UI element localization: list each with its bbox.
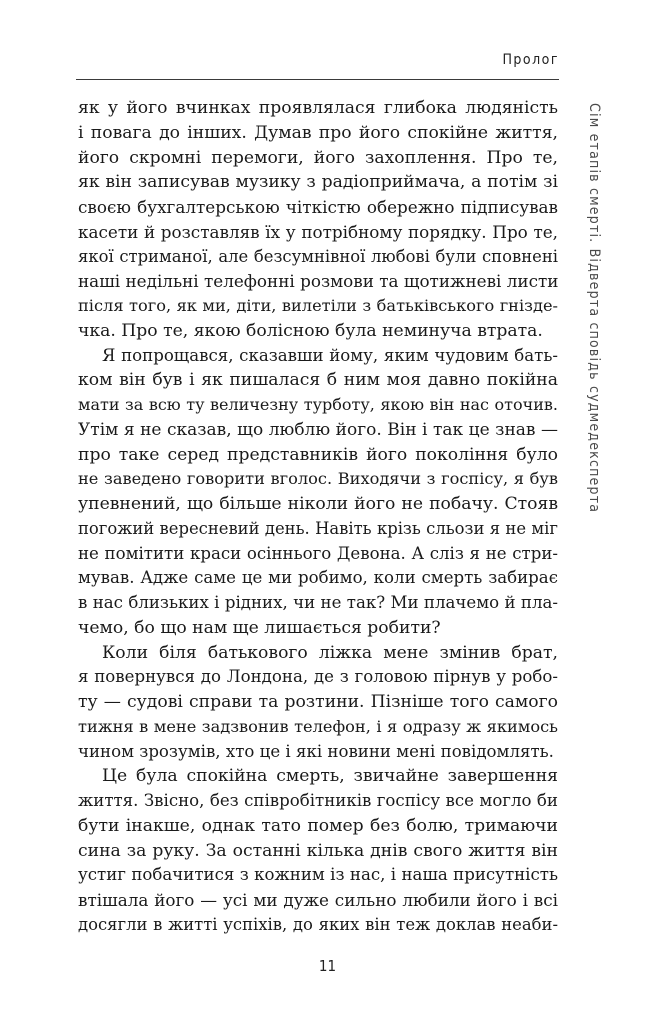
- text-line: як він записував музику з радіоприймача, а потім зі: [78, 172, 558, 193]
- text-line: як у його вчинках проявлялася глибока людяність: [78, 98, 558, 118]
- text-line: Коли біля батькового ліжка мене змінив брат,: [102, 642, 558, 663]
- text-line: мував. Адже саме це ми робимо, коли смерть забирає: [78, 568, 558, 588]
- text-line: бути інакше, однак тато помер без болю, тримаючи: [78, 815, 558, 836]
- header-rule: [76, 79, 559, 80]
- text-line: і повага до інших. Думав про його спокійне життя,: [78, 122, 558, 143]
- text-line: не заведено говорити вголос. Виходячи з госпісу, я був: [78, 469, 558, 489]
- text-line: я повернувся до Лондона, де з головою пірнув у робо-: [78, 667, 558, 687]
- body-text: [78, 96, 558, 938]
- text-line: втішала його — усі ми дуже сильно любили його і всі: [78, 890, 558, 910]
- text-line: Утім я не сказав, що люблю його. Він і так це знав —: [78, 419, 558, 440]
- text-line: про таке серед представників його покоління було: [78, 444, 558, 465]
- text-line: його скромні перемоги, його захоплення. Про те,: [78, 147, 558, 168]
- text-line: в нас близьких і рідних, чи не так? Ми плачемо й пла-: [78, 593, 558, 612]
- text-line: після того, як ми, діти, вилетіли з батьківського гніздe-: [78, 296, 558, 315]
- text-line: мати за всю ту величезну турботу, якою він нас оточив.: [78, 395, 558, 414]
- text-line: чка. Про те, якою болісною була неминуча втрата.: [78, 320, 543, 341]
- text-line: чином зрозумів, хто це і які новини мені повідомлять.: [78, 741, 554, 761]
- text-line: погожий вересневий день. Навіть крізь сльози я не міг: [78, 518, 558, 538]
- text-line: тижня в мене задзвонив телефон, і я одразу ж якимось: [78, 716, 558, 736]
- text-line: сина за руку. За останні кілька днів свого життя він: [78, 840, 558, 861]
- text-line: касети й розставляв їх у потрібному порядку. Про те,: [78, 221, 558, 242]
- page-number: 11: [318, 957, 337, 975]
- text-line: Це була спокійна смерть, звичайне завершення: [102, 766, 558, 787]
- text-line: якої стриманої, але безсумнівної любові були сповнені: [78, 246, 558, 266]
- text-line: Я попрощався, сказавши йому, яким чудовим бать-: [102, 345, 558, 365]
- text-line: упевнений, що більше ніколи його не побачу. Стояв: [78, 494, 558, 514]
- text-line: ту — судові справи та розтини. Пізніше того самого: [78, 692, 558, 712]
- text-line: досягли в житті успіхів, до яких він теж доклав неаби-: [78, 914, 558, 934]
- text-line: не помітити краси осіннього Девона. А сліз я не стри-: [78, 543, 558, 563]
- text-line: наші недільні телефонні розмови та щотижневі листи: [78, 271, 558, 292]
- text-line: життя. Звісно, без співробітників госпісу все могло би: [78, 791, 558, 810]
- text-line: своєю бухгалтерською чіткістю обережно підписував: [78, 197, 558, 217]
- running-head: Пролог: [502, 52, 559, 68]
- text-line: чемо, бо що нам ще лишається робити?: [78, 617, 441, 638]
- book-title-vertical: Сім етапів смерті. Відверта сповідь судмедексперта: [586, 103, 602, 514]
- text-line: устиг побачитися з кожним із нас, і наша присутність: [78, 865, 558, 885]
- text-line: ком він був і як пишалася б ним моя давно покійна: [78, 370, 558, 391]
